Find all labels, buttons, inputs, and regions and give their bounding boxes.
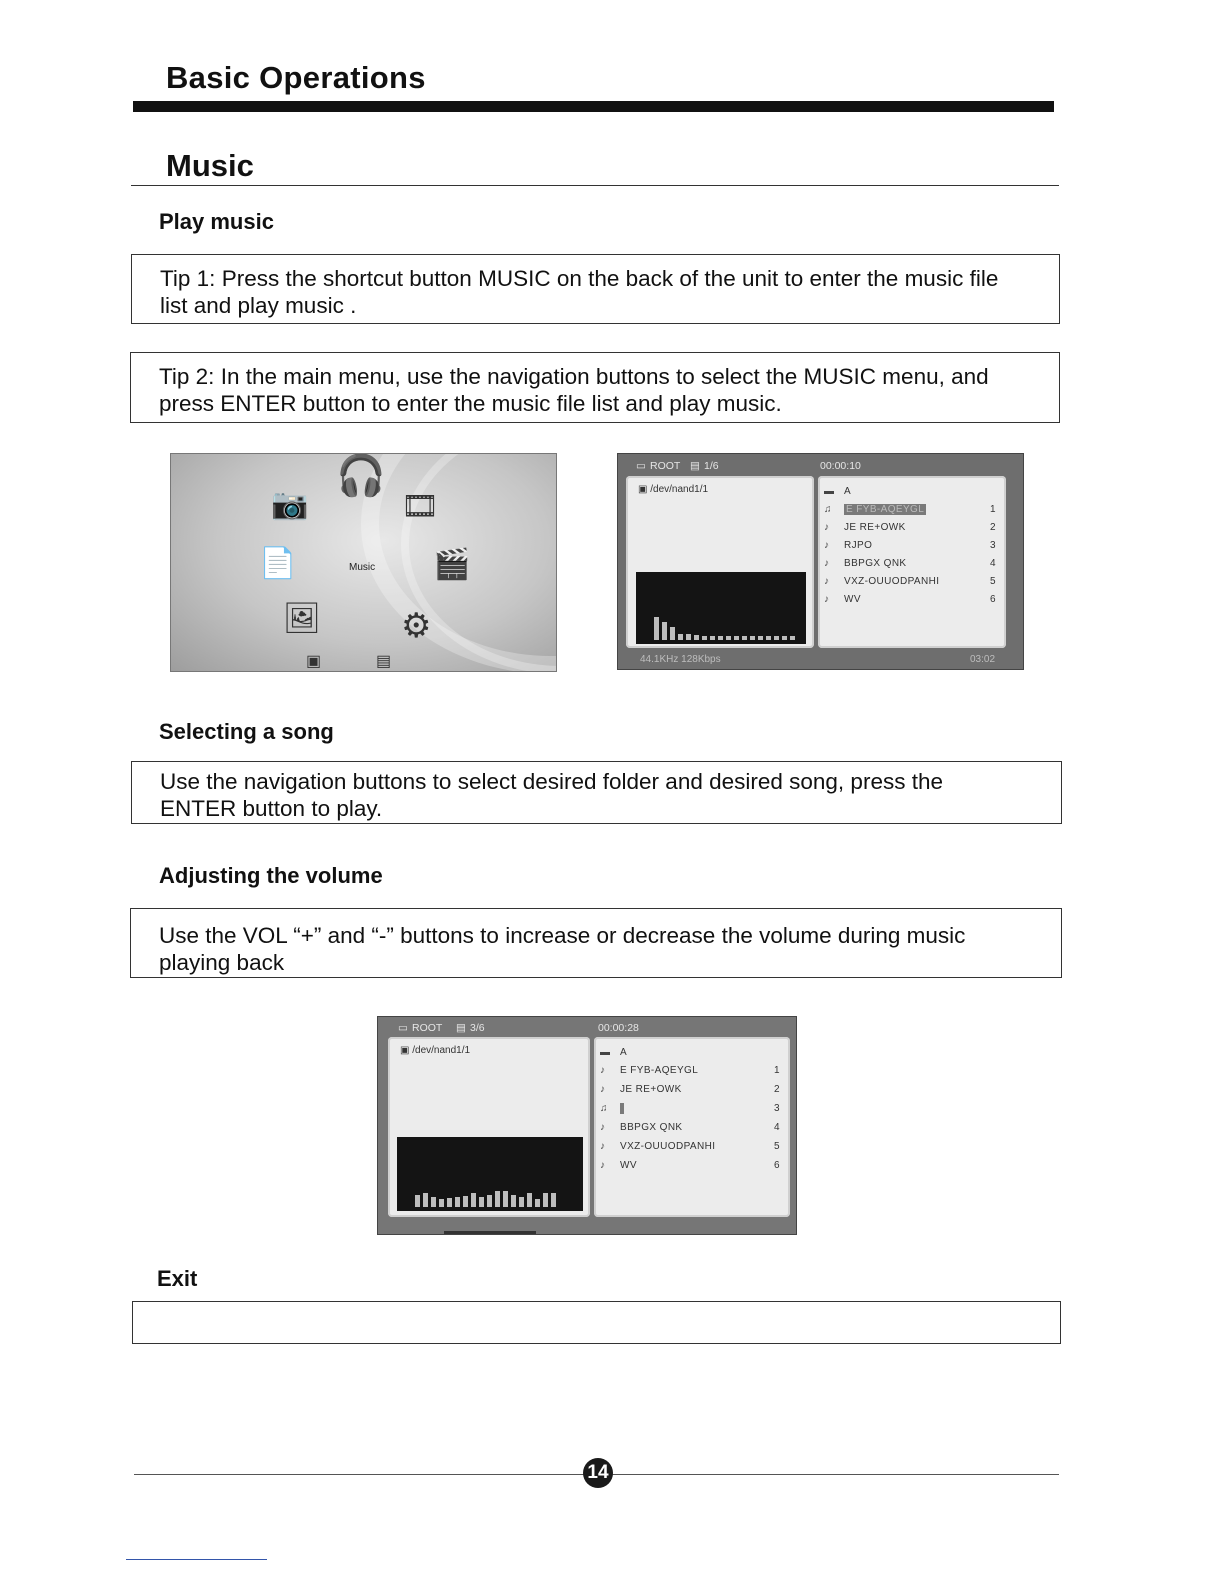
equalizer-bar: [487, 1195, 492, 1207]
song-name-text: RJPO: [844, 539, 873, 551]
file-list-statusbar: [618, 651, 1023, 669]
tip1-line1: Tip 1: Press the shortcut button MUSIC on the back of the unit to enter the music file: [160, 266, 999, 291]
section-title: Music: [166, 148, 254, 183]
device-path-text: /dev/nand1/1: [650, 484, 709, 495]
song-name-text: VXZ-OUUODPANHI: [844, 575, 940, 587]
song-name: [620, 1103, 768, 1114]
music-file-icon: ♫: [824, 503, 832, 515]
usb-icon: ▣: [638, 484, 651, 495]
progress-bar: [444, 1231, 536, 1235]
exit-box: [132, 1301, 1061, 1344]
main-menu-screenshot: [170, 453, 557, 672]
song-row[interactable]: [824, 536, 996, 554]
song-name-text: WV: [844, 593, 861, 605]
volume-file-list-screenshot: [377, 1016, 797, 1235]
file-list-topbar: [618, 454, 1023, 474]
song-name: [844, 558, 984, 569]
usb-icon: ▣: [400, 1045, 413, 1056]
page-icon: ▤: [456, 1022, 466, 1034]
equalizer-bar: [710, 636, 715, 640]
song-row[interactable]: [600, 1080, 780, 1098]
song-name: [844, 522, 984, 533]
equalizer-bar: [415, 1195, 420, 1207]
equalizer-bar: [471, 1193, 476, 1207]
music-file-icon: ♪: [600, 1140, 606, 1152]
tip1-line2: list and play music .: [160, 293, 357, 318]
song-name: [620, 1084, 768, 1095]
song-number: 6: [990, 593, 996, 605]
page-header-title: Basic Operations: [166, 60, 426, 95]
film-icon: 🎞: [401, 490, 440, 523]
song-number: 1: [774, 1064, 780, 1076]
page-number: 14: [583, 1458, 613, 1488]
equalizer-bar: [742, 636, 747, 640]
calendar-icon: ▤: [376, 653, 392, 670]
folder-icon: ▬: [824, 485, 835, 497]
tip1-box: [131, 254, 1060, 324]
equalizer-bar: [551, 1193, 556, 1207]
equalizer-bar: [423, 1193, 428, 1207]
song-number: 2: [774, 1083, 780, 1095]
equalizer-bar: [527, 1193, 532, 1207]
song-name-text: WV: [620, 1159, 637, 1171]
equalizer-bar: [662, 622, 667, 640]
selecting-line2: ENTER button to play.: [160, 796, 383, 821]
song-name: [620, 1141, 768, 1152]
device-path: [400, 1045, 470, 1056]
music-file-icon: ♪: [600, 1064, 606, 1076]
equalizer-bars: [415, 1191, 556, 1207]
music-file-icon: ♪: [600, 1083, 606, 1095]
file-list-left-panel: [388, 1037, 590, 1217]
camera-icon: 📷: [271, 488, 309, 521]
folder-icon: ▭: [398, 1022, 408, 1034]
equalizer-bar: [790, 636, 795, 640]
song-number: 3: [774, 1102, 780, 1114]
device-path-text: /dev/nand1/1: [412, 1045, 471, 1056]
folder-row[interactable]: [600, 1043, 780, 1061]
headphones-icon: 🎧: [336, 454, 386, 498]
equalizer-bar: [447, 1198, 452, 1207]
music-file-icon: ♪: [824, 593, 830, 605]
equalizer-bar: [543, 1193, 548, 1207]
music-file-icon: ♪: [600, 1159, 606, 1171]
song-number: 3: [990, 539, 996, 551]
file-list-topbar: [378, 1017, 796, 1037]
page-counter: 3/6: [470, 1022, 485, 1034]
folder-name: A: [620, 1046, 628, 1058]
song-number: 4: [990, 557, 996, 569]
adjusting-volume-box: [130, 908, 1062, 978]
device-path: [638, 484, 708, 495]
selecting-line1: Use the navigation buttons to select desired folder and desired song, press the: [160, 769, 943, 794]
header-rule: [133, 101, 1054, 112]
equalizer-bar: [519, 1197, 524, 1207]
song-name: [620, 1065, 768, 1076]
equalizer-bar: [766, 636, 771, 640]
equalizer-bar: [750, 636, 755, 640]
folder-row[interactable]: [824, 482, 996, 500]
device-icon: ▣: [306, 653, 322, 670]
song-number: 5: [990, 575, 996, 587]
document-icon: 📄: [259, 547, 297, 580]
song-name: [844, 540, 984, 551]
section-rule: [131, 185, 1059, 186]
song-row[interactable]: [600, 1156, 780, 1174]
song-name-text: E FYB-AQEYGL: [846, 503, 925, 515]
song-name-text: BBPGX QNK: [844, 557, 907, 569]
play-music-heading: Play music: [159, 209, 274, 234]
equalizer-bar: [718, 636, 723, 640]
song-number: 4: [774, 1121, 780, 1133]
folder-name: A: [844, 485, 852, 497]
file-list-left-panel: [626, 476, 814, 648]
equalizer-bar: [439, 1199, 444, 1207]
music-file-icon: ♪: [824, 575, 830, 587]
song-number: 6: [774, 1159, 780, 1171]
root-label: ROOT: [412, 1022, 443, 1034]
selecting-song-heading: Selecting a song: [159, 719, 334, 744]
menu-music-label: Music: [349, 562, 376, 573]
equalizer-bar: [511, 1195, 516, 1207]
song-number: 1: [990, 503, 996, 515]
song-name: [844, 504, 984, 515]
duration: 03:02: [970, 654, 996, 665]
song-row[interactable]: [824, 518, 996, 536]
exit-heading: Exit: [157, 1266, 198, 1291]
equalizer-bar: [774, 636, 779, 640]
song-row[interactable]: [824, 590, 996, 608]
equalizer-bar: [678, 634, 683, 641]
music-file-icon: ♪: [824, 521, 830, 533]
equalizer-bar: [686, 634, 691, 641]
music-file-icon: ♪: [600, 1121, 606, 1133]
song-name-text: JE RE+OWK: [620, 1083, 682, 1095]
equalizer-bar: [726, 636, 731, 640]
volume-line2: playing back: [159, 950, 285, 975]
gear-icon: ⚙: [401, 607, 432, 645]
song-row[interactable]: [600, 1061, 780, 1079]
song-name-text: VXZ-OUUODPANHI: [620, 1140, 716, 1152]
adjusting-volume-heading: Adjusting the volume: [159, 863, 383, 888]
equalizer-bar: [503, 1191, 508, 1207]
bitrate: 44.1KHz 128Kbps: [640, 654, 721, 665]
song-name: [844, 594, 984, 605]
song-row[interactable]: [600, 1118, 780, 1136]
song-name-text: [620, 1103, 624, 1114]
selecting-song-box: [131, 761, 1062, 824]
file-list-right-panel: [818, 476, 1006, 648]
equalizer-bar: [782, 636, 787, 640]
equalizer-bar: [734, 636, 739, 640]
equalizer-bar: [479, 1197, 484, 1207]
root-label: ROOT: [650, 460, 681, 472]
song-row[interactable]: [600, 1099, 780, 1117]
tip2-line2: press ENTER button to enter the music file list and play music.: [159, 391, 782, 416]
picture-icon: 🖼: [283, 602, 322, 635]
tip2-box: [130, 352, 1060, 423]
song-name: [620, 1160, 768, 1171]
song-name-text: E FYB-AQEYGL: [620, 1064, 699, 1076]
equalizer-bar: [702, 636, 707, 640]
song-number: 5: [774, 1140, 780, 1152]
song-row[interactable]: [824, 554, 996, 572]
page-counter: 1/6: [704, 460, 719, 472]
tip2-line1: Tip 2: In the main menu, use the navigation buttons to select the MUSIC menu, and: [159, 364, 989, 389]
song-name: [620, 1122, 768, 1133]
song-row[interactable]: [824, 572, 996, 590]
equalizer-bar: [694, 635, 699, 640]
movie-reel-icon: 🎬: [433, 548, 471, 581]
file-list-right-panel: [594, 1037, 790, 1217]
equalizer-bar: [431, 1197, 436, 1207]
equalizer-bar: [670, 627, 675, 640]
volume-line1: Use the VOL “+” and “-” buttons to increase or decrease the volume during music: [159, 923, 966, 948]
music-file-icon: ♪: [824, 557, 830, 569]
equalizer-bars: [654, 617, 795, 640]
folder-icon: ▬: [600, 1046, 611, 1058]
song-name-text: BBPGX QNK: [620, 1121, 683, 1133]
song-row[interactable]: [824, 500, 996, 518]
equalizer-bar: [654, 617, 659, 640]
song-number: 2: [990, 521, 996, 533]
folder-icon: ▭: [636, 460, 646, 472]
corner-rule: [126, 1559, 267, 1560]
song-row[interactable]: [600, 1137, 780, 1155]
equalizer-bar: [463, 1196, 468, 1207]
music-file-list-screenshot: [617, 453, 1024, 670]
equalizer-bar: [758, 636, 763, 640]
song-name: [844, 576, 984, 587]
equalizer-bar: [495, 1191, 500, 1207]
page-icon: ▤: [690, 460, 700, 472]
equalizer-bar: [455, 1197, 460, 1207]
song-name-text: JE RE+OWK: [844, 521, 906, 533]
music-file-icon: ♪: [824, 539, 830, 551]
equalizer-display: [636, 572, 806, 644]
music-file-icon: ♫: [600, 1102, 608, 1114]
elapsed-time: 00:00:10: [820, 460, 861, 472]
elapsed-time: 00:00:28: [598, 1022, 639, 1034]
equalizer-bar: [535, 1199, 540, 1207]
equalizer-display: [397, 1137, 583, 1211]
